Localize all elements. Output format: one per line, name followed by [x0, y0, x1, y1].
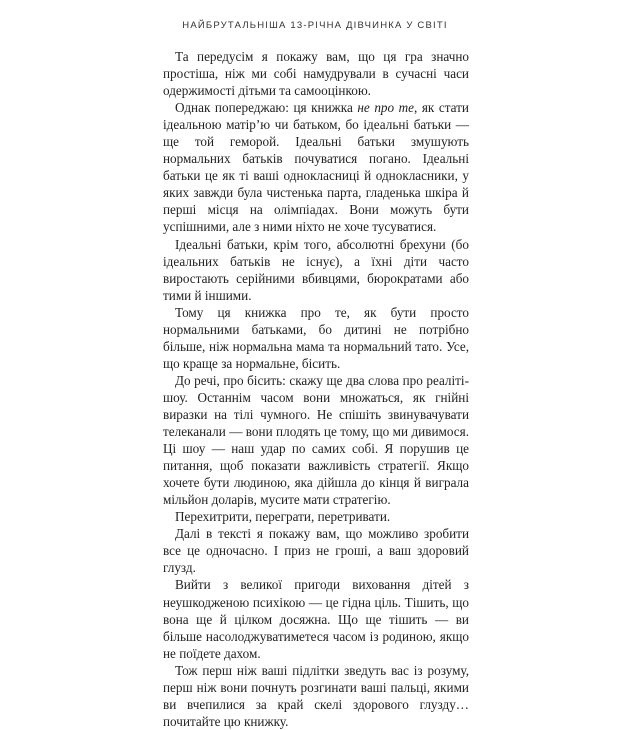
paragraph: Та передусім я покажу вам, що ця гра значно простіша, ніж ми собі намудрували в сучасні часи одержимості дітьми та самооцінкою.	[163, 49, 469, 99]
emphasis-text: не про те	[357, 100, 415, 116]
paragraph: Перехитрити, переграти, перетривати.	[175, 509, 391, 525]
paragraph: Тому ця книжка про те, як бути просто нормальними батьками, бо дитині не потрібно більше, ніж нормальна мама та нормальний тато. Усе, що краще за нормальне, бісить.	[163, 304, 469, 371]
paragraph: Ідеальні батьки, крім того, абсолютні брехуни (бо ідеальних батьків не існує), а їхні діти часто виростають серійними вбивцями, бюрократами або тими й іншими.	[163, 236, 469, 303]
paragraph	[163, 99, 469, 235]
paragraph-text: , як стати ідеальною матір’ю чи батьком, бо ідеальні батьки — ще той геморой. Ідеальні батьки змушують нормальних батьків почуватися погано. Ідеальні батьки це як ті ваші однокласниці й однокласники, у яких завжди була чистенька парта, гладенька шкіра й перші місця на олімпіадах. Вони можуть бути успішними, але з ними ніхто не хоче тусуватися.	[163, 100, 469, 235]
paragraph: Тож перш ніж ваші підлітки зведуть вас із розуму, перш ніж вони почнуть розгинати ваші пальці, якими ви вчепилися за край скелі здорового глузду… почитайте цю книжку.	[163, 662, 469, 729]
paragraph: Далі в тексті я покажу вам, що можливо зробити все це одночасно. І приз не гроші, а ваш здоровий глузд.	[163, 526, 469, 576]
body-text	[163, 48, 469, 730]
paragraph: До речі, про бісить: скажу ще два слова про реаліті-шоу. Останнім часом вони множаться, як гнійні виразки на тілі чумного. Не спішіть звинувачувати телеканали — вони плодять це тому, що ми дивимося. Ці шоу — наш удар по самих собі. Я порушив це питання, щоб показати важливість стратегії. Якщо хочете бути людиною, яка дійшла до кінця й виграла мільйон доларів, мусите мати стратегію.	[163, 372, 469, 508]
running-header: НАЙБРУТАЛЬНІША 13-РІЧНА ДІВЧИНКА У СВІТІ	[182, 20, 448, 31]
paragraph-text: Однак попереджаю: ця книжка	[175, 100, 358, 116]
paragraph: Вийти з великої пригоди виховання дітей з неушкодженою психікою — це гідна ціль. Тішить, що вона ще й цілком досяжна. Що ще тішить — ви більше насолоджуватиметеся часом із родиною, якщо не поїдете дахом.	[163, 577, 469, 661]
